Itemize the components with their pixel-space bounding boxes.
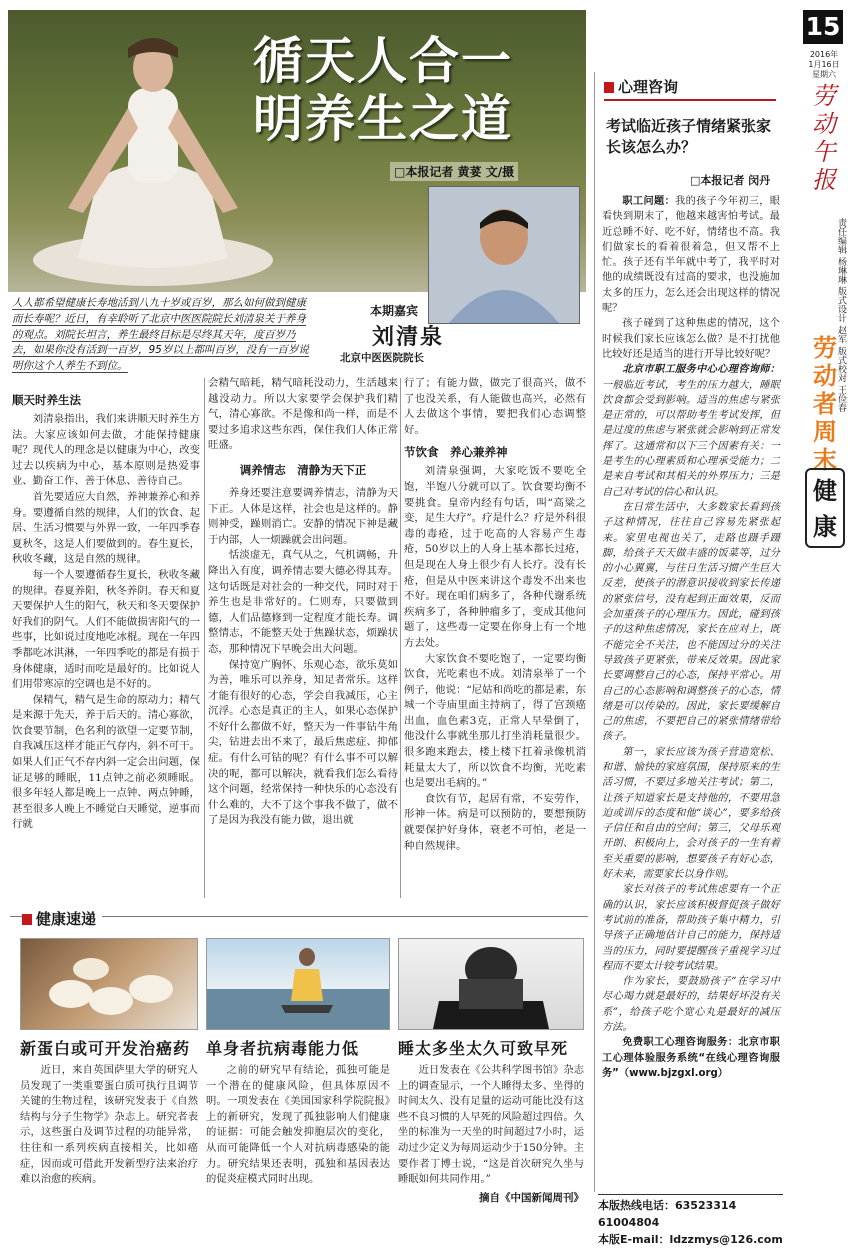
- paragraph: 行了；有能力做，做完了很高兴，做不了也没关系，有人能做也高兴，必然有人去做这个事情，要把我们心态调整好。: [404, 377, 586, 436]
- paragraph: 保持宽广胸怀、乐观心态，欲乐莫如为善，唯乐可以养身，知足者常乐。这样才能有很好的心态，学会自我减压，心主沉浮。心态是真正的主人，如果心态保护不好什么都做不好，整天为一件事钻牛角尖，钻进去出不来了，最后焦虑症、抑郁症。有什么可钻的呢？有什么事不可以解决的呢，都可以解决，就看我们怎么看待这个问题，经常保持一种快乐的心态没有什么难的，大不了这个事我不做了，做不了是因为我没有能力做，退出就: [208, 658, 398, 827]
- page-date: 2016年 1月16日 星期六: [808, 50, 840, 79]
- guest-label: 本期嘉宾: [370, 304, 419, 318]
- source-note: 摘自《中国新闻周刊》: [479, 1191, 584, 1204]
- paragraph: 每一个人要遵循春生夏长，秋收冬藏的规律。春夏养阳，秋冬养阴。春天和夏天要保护人生的阳气，秋天和冬天要保护好我们的阴气。人们不能做损害阳气的一些事，比如说过度地吃冰棍。现在一年四季都吃冰淇淋，一年四季吃的都是有损于身体健康，适时而吃是最好的。比如说人们用带寒凉的空调也是不好的。: [12, 568, 200, 691]
- quick-news-text: 近日，来自英国萨里大学的研究人员发现了一类重要蛋白质可执行且调节关键的生物过程，该研究发表于《自然结构与分子生物学》杂志上。研究者表示，这些蛋白及调节过程的功能异常，往往和一系列疾病直接相关，比如癌症，因而或可借此开发新型疗法来治疗难以治愈的疾病。: [20, 1064, 198, 1186]
- paragraph: 保精气，精气是生命的原动力；精气是来源于先天，养于后天的。清心寡欲，饮食要节制，色名利的欲望一定要节制，自我减压这样才能正气存内，斜不可干。如果人们正气不存内斜一定会出问题，保证足够的睡眠，11点钟之前必须睡眠。很多年轻人都是晚上一点钟、两点钟睡，甚至很多人晚上不睡觉白天睡觉，逆事而行就: [12, 693, 200, 831]
- contact-info: [598, 1194, 783, 1248]
- paragraph: 家长对孩子的考试焦虑要有一个正确的认识，家长应该积极督促孩子做好考试前的准备，帮助孩子集中精力，引导孩子正确地估计自己的能力，保持适当的压力，同时要提醒孩子重视学习过程而不要太计较考试结果。: [602, 884, 780, 972]
- paragraph: 大家饮食不要吃饱了，一定要均衡饮食，光吃素也不成。刘清泉举了一个例子，他说：“尼姑和尚吃的都是素，东城一个寺庙里面主持病了，得了宫颈癌出血，血色素3克，正常人早晕倒了，他没什么事就坐那儿打坐消耗量很少。很多跑来跑去，楼上楼下扛着录像机消耗量太大了，所以饮食不均衡，光吃素也是要出毛病的。”: [404, 652, 586, 790]
- article-column-1: [12, 386, 200, 833]
- section-heading: 顺天时养生法: [12, 393, 81, 407]
- article-column-3: [404, 376, 586, 854]
- quick-news-title: 单身者抗病毒能力低: [206, 1039, 360, 1058]
- feature-intro: 人人都希望健康长寿地活到八九十岁或百岁，那么如何做到健康而长寿呢？近日，有幸聆听了北京中医医院院长刘清泉关于养身的观点。刘院长坦言，养生最终目标是尽终其天年，度百岁乃去，如果你没有活到一百岁，95岁以上都叫百岁，没有一百岁说明你这个人养生不到位。: [12, 297, 309, 373]
- quick-news-heading: 健康速递: [22, 908, 102, 929]
- quick-news-item-2: [206, 938, 390, 1188]
- paragraph: 孩子碰到了这种焦虑的情况，这个时候我们家长应该怎么做？是不打扰他比较好还是适当的进行开导比较好呢？: [602, 318, 780, 360]
- lonely-person-image: [206, 938, 390, 1030]
- paragraph: 食饮有节，起居有常，不妄劳作，形神一体。病是可以预防的，要想预防就要保护好身体，衰老不可怕，老是一种自然规律。: [404, 792, 586, 852]
- column-divider: [400, 378, 401, 898]
- editor-credits: 责任编辑 杨琳琳 版式设计 赵军 版式校对 王俭春: [836, 218, 846, 413]
- column-divider: [594, 72, 595, 1192]
- paragraph: 第一，家长应该为孩子营造宽松、和谐、愉快的家庭氛围，保持原来的生活习惯，不要过多地关注考试；第二，让孩子知道家长是支持他的，不要用急迫或训斥的态度和他“谈心”，要多给孩子信任和自由的空间；第三，父母乐观开朗、积极向上，会对孩子的一生有着至关重要的影响，想要孩子有好心态，好未来，需要家长以身作则。: [602, 746, 780, 881]
- paragraph: 作为家长，要鼓励孩子“在学习中尽心竭力就是最好的，结果好坏没有关系”，给孩子吃个宽心丸是最好的减压方法。: [602, 976, 780, 1034]
- meditation-figure-image: [28, 28, 278, 290]
- quick-news-title: 睡太多坐太久可致早死: [398, 1039, 569, 1058]
- section-heading: 节饮食 养心兼养神: [404, 445, 508, 460]
- quick-news-item-3: [398, 938, 584, 1205]
- paragraph: 在日常生活中，大多数家长看到孩子这种情况，往往自己容易先紧张起来。家里电视也关了，走路也蹑手蹑脚，给孩子天天做丰盛的饭菜等，过分的小心翼翼，与往日生活习惯产生巨大反差，使孩子的潜意识接收到家长传递的紧张信号，没有起到正面效果，反而会加重孩子的心理压力。因此，碰到孩子的这种焦虑情况，家长在应对上，既不能完全不关注，也不能因过分的关注导致孩子更紧张，带来反效果。因此家长要调整自己的心态，保持平常心。用自己的心态影响和调整孩子的心态，情绪是可以传染的。因此，家长要缓解自己的焦虑，不要把自己的紧张情绪带给孩子。: [602, 501, 780, 743]
- tired-man-image: [398, 938, 584, 1030]
- quick-news-text: 之前的研究早有结论，孤独可能是一个潜在的健康风险，但具体原因不明。一项发表在《美国国家科学院院报》上的新研究，发现了孤独影响人们健康的证据：可能会触发抑胞层次的变化，从而可能降低一个人对抗病毒感染的能力。研究结果还表明，孤独和基因表达的促炎症模式同时出现。: [206, 1064, 390, 1186]
- article-column-2: [208, 376, 398, 829]
- psych-section-heading: 心理咨询: [604, 76, 776, 101]
- page-number: 15: [803, 10, 843, 44]
- column-divider: [204, 378, 205, 898]
- quick-news-title: 新蛋白或可开发治癌药: [20, 1039, 191, 1058]
- quick-news-text: 近日发表在《公共科学图书馆》杂志上的调查显示，一个人睡得太多、坐得的时间太久、没有足量的运动可能比没有这些不良习惯的人早死的风险超过四倍。久坐的标准为一天坐的时间超过7小时，运动过少定义为每周运动少于150分钟。主要作者丁博士说，“这是首次研究久坐与睡眠如何共同作用。”: [398, 1064, 584, 1186]
- feature-title: 循天人合一 明养生之道: [253, 32, 513, 148]
- paragraph: 刘清泉指出，我们来讲顺天时养生方法。大家应该如何去做，才能保持健康呢？现代人的理念是以健康为中心，改变过去以疾病为中心，基本原则是热爱事业、勤奋工作、善于休息、善待自己。: [12, 413, 200, 488]
- section-heading: 调养情志 清静为天下正: [239, 462, 367, 477]
- psych-article-body: [602, 194, 780, 1081]
- email: 本版E-mail：ldzzmys@126.com: [598, 1233, 783, 1246]
- psych-article-title: 考试临近孩子情绪紧张家长该怎么办？: [606, 117, 772, 156]
- guest-portrait-photo: [428, 186, 580, 324]
- paragraph: 刘清泉强调，大家吃饭不要吃全饱，半饱八分就可以了。饮食要均衡不要挑食。皇帝内经有句话，叫“高粱之变，足生大疗”。疗是什么？疗是外科很毒的毒疮，过于吃高的人容易产生毒疮，50岁以上的人身上基本都长过疮，但是现在人身上很少有人长疗。没有长疮，但是从中医来讲这个毒发不出来也不好。现在咱们病多了，各种代谢系统疾病多了，各种肿瘤多了，变成其他问题了，这些毒一定要在你身上有一个地方去处。: [404, 465, 586, 649]
- paragraph: 会精气暗耗，精气暗耗没动力，生活越来越没动力。所以大家要学会保护我们精气，清心寡欲。不是像和尚一样，而是不要过多追求这些东西，保住我们人体正常旺盛。: [208, 377, 398, 452]
- hotline: 本版热线电话：63523314 61004804: [598, 1199, 737, 1229]
- subsection-name: 健康: [805, 468, 845, 548]
- paragraph: 职工问题：我的孩子今年初三，眼看快到期末了，他越来越害怕考试。最近总睡不好、吃不好，情绪也不高。我们做家长的看着很着急，但又帮不上忙。孩子还有半年就中考了，我平时对他的成绩既没有过高的要求，也没施加太多的压力，怎么还会出现这样的情况呢？: [602, 196, 781, 315]
- guest-name: 刘清泉: [372, 325, 445, 350]
- paragraph: 首先要适应大自然，养神兼养心和养身。要遵循自然的规律，人们的饮食、起居、生活习惯要与外界一致，一年四季春夏秋冬，这是人们要做到的。春生夏长，秋收冬藏，这是自然的规律。: [12, 490, 200, 566]
- section-name: 劳动者周末: [813, 334, 837, 474]
- paragraph: 恬淡虚无，真气从之，气机调畅，升降出入有度，调养情志要大德必得其寿。这句话既是对社会的一种交代，同时对于养生也是非常好的。仁则寿，只要做到德，人们品德修到一定程度才能长寿。调整情志，不能整天处于焦躁状态，烦躁状态，那种情况下早晚会出大问题。: [208, 549, 398, 655]
- quick-news-item-1: [20, 938, 198, 1188]
- newspaper-logo: 劳动午报: [812, 82, 836, 194]
- paragraph: 北京市职工服务中心心理咨询师：一般临近考试，考生的压力越大，睡眠饮食都会受到影响。适当的焦虑与紧张是正常的，可以帮助考生考试发挥，但是过度的焦虑与紧张就会影响到正常发挥了。这通常和以下三个因素有关：一是考生的心理素质和心理承受能力；二是来自考试和其相关的外界压力；三是自己对考试的信心和认识。: [602, 364, 780, 498]
- dumplings-image: [20, 938, 198, 1030]
- guest-title: 北京中医医院院长: [340, 352, 424, 364]
- paragraph: 养身还要注意要调养情志，清静为天下正。人体是这样，社会也是这样的。静则神受，躁则消亡。安静的情况下神是藏于内部，人一烦躁就会出问题。: [208, 486, 398, 546]
- psych-byline: □本报记者 闵丹: [690, 174, 771, 187]
- feature-byline: □本报记者 黄荽 文/摄: [390, 162, 518, 181]
- paragraph: 免费职工心理咨询服务：北京市职工心理体验服务系统“在线心理咨询服务”（www.bjzgxl.org）: [602, 1037, 780, 1079]
